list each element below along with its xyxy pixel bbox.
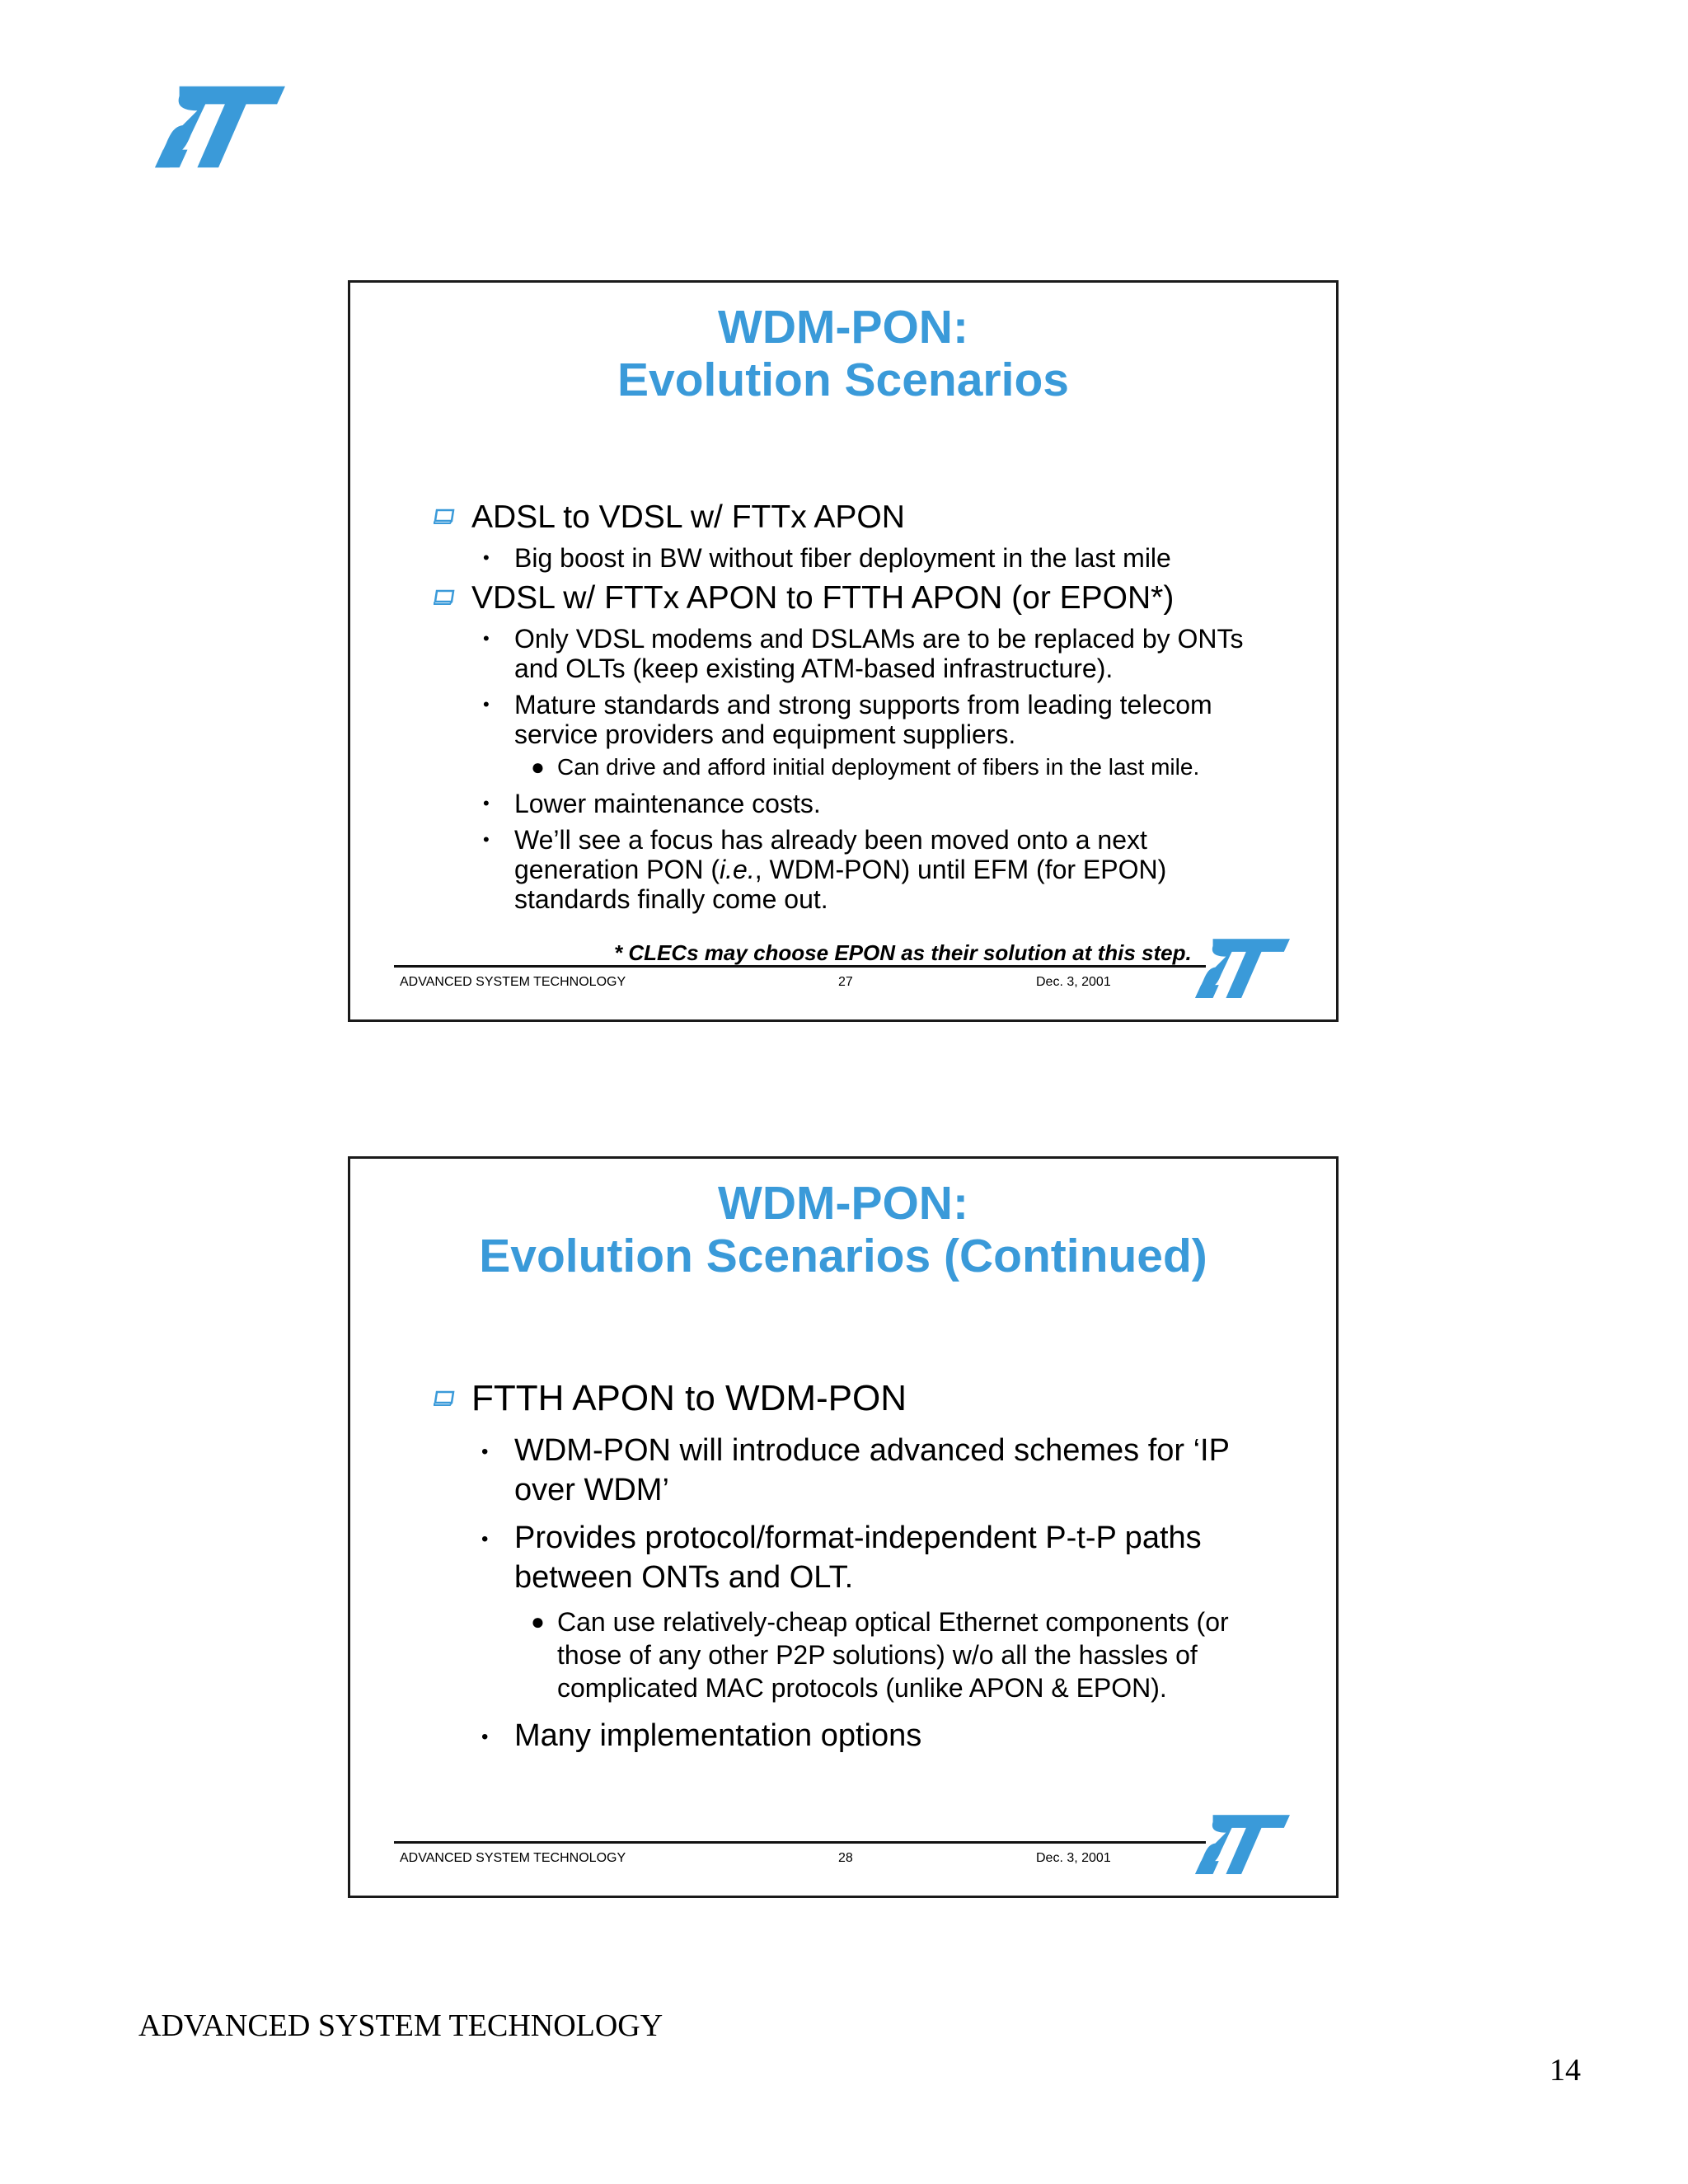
list-item: ● Can drive and afford initial deployment of fibers in the last mile. [557,751,1282,784]
slide-27 [348,280,1339,1022]
list-item: ADSL to VDSL w/ FTTx APON [471,499,905,537]
list-item: • Big boost in BW without fiber deployment in the last mile [483,543,1171,573]
slide-title-line2: Evolution Scenarios [617,354,1069,406]
footer-date: Dec. 3, 2001 [1036,1851,1111,1865]
footer-divider [394,1841,1206,1844]
st-logo-icon [155,86,285,168]
footer-divider [394,965,1206,968]
slide-title-line1: WDM-PON: [718,301,968,354]
dot-bullet: • [481,1441,489,1463]
dot-bullet: • [481,1726,489,1748]
list-item: • Lower maintenance costs. [483,789,821,818]
footer-org: ADVANCED SYSTEM TECHNOLOGY [400,1851,626,1865]
footer-page: 27 [838,975,853,989]
slide-28 [348,1156,1339,1898]
slide-title [350,1177,1336,1282]
list-item: • Provides protocol/format-independent P-t-P paths between ONTs and OLT. [481,1521,1202,1595]
list-item: ● Can use relatively-cheap optical Ethernet components (or those of any other P2P solutions) w/o all the hassles of complicated MAC protocols (unlike APON & EPON). [531,1607,1229,1703]
box-bullet-icon [434,1390,455,1406]
slide-title-line1: WDM-PON: [718,1177,968,1230]
dot-bullet: • [483,793,490,813]
round-bullet: ● [531,1609,545,1634]
list-item: • Only VDSL modems and DSLAMs are to be replaced by ONTs and OLTs (keep existing ATM-based infrastructure). [483,624,1244,683]
page-footer-org: ADVANCED SYSTEM TECHNOLOGY [138,2008,663,2043]
list-item: • Mature standards and strong supports from leading telecom service providers and equipment suppliers. [483,690,1212,749]
page-number: 14 [1550,2053,1581,2088]
list-item: VDSL w/ FTTx APON to FTTH APON (or EPON*) [471,579,1174,617]
footer-date: Dec. 3, 2001 [1036,975,1111,989]
box-bullet-icon [434,589,455,605]
dot-bullet: • [483,829,490,850]
st-logo-icon [1195,939,1290,998]
footer-page: 28 [838,1851,853,1865]
slide-note: * CLECs may choose EPON as their solution at this step. [614,940,1192,965]
list-item: • We’ll see a focus has already been moved onto a next generation PON (i.e., WDM-PON) until EFM (for EPON) standards finally come out. [483,825,1167,914]
st-logo-icon [1195,1815,1290,1874]
list-item: • Many implementation options [514,1716,1240,1755]
dot-bullet: • [483,547,490,568]
dot-bullet: • [483,628,490,649]
list-item: • WDM-PON will introduce advanced schemes for ‘IP over WDM’ [481,1433,1230,1507]
footer-org: ADVANCED SYSTEM TECHNOLOGY [400,975,626,989]
box-bullet-icon [434,509,455,524]
slide-title-line2: Evolution Scenarios (Continued) [479,1230,1207,1282]
round-bullet: ● [531,754,545,780]
slide-title [350,301,1336,406]
list-item: FTTH APON to WDM-PON [471,1378,907,1419]
dot-bullet: • [483,694,490,715]
dot-bullet: • [481,1528,489,1550]
